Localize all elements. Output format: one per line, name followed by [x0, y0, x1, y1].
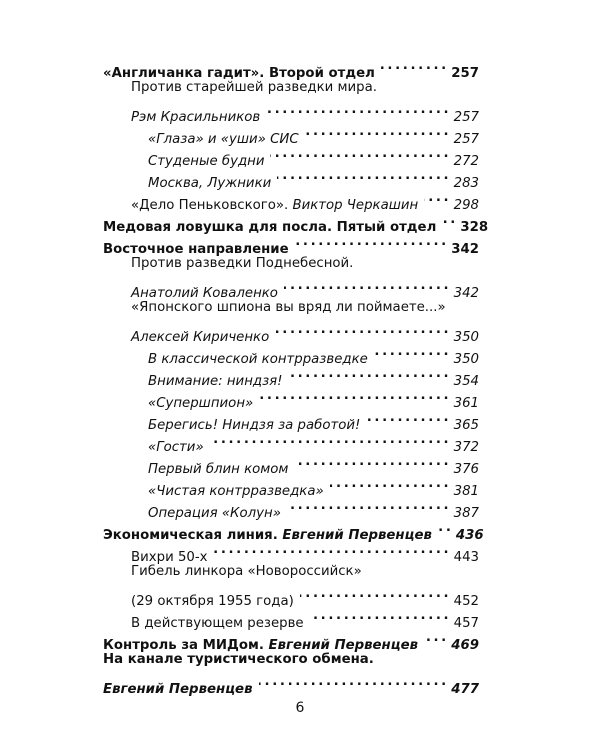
toc-page-number: 372	[453, 440, 479, 455]
toc-entry	[103, 671, 479, 697]
toc-entry	[103, 517, 484, 543]
toc-page-number: 365	[453, 418, 479, 433]
toc-entry-title: Медовая ловушка для посла. Пятый отдел	[103, 220, 437, 235]
toc-entry-title: Операция «Колун»	[148, 506, 281, 521]
toc-entry-title: Восточное направление	[103, 242, 289, 257]
toc-entry-title: Гибель линкора «Новороссийск»	[131, 564, 362, 579]
dot-leader	[277, 165, 447, 187]
toc-entry-title: Первый блин комом	[148, 462, 289, 477]
dot-leader	[442, 209, 454, 231]
toc-page-number: 298	[453, 198, 479, 213]
dot-leader	[330, 473, 448, 495]
toc-entry-title: Алексей Кириченко	[131, 330, 270, 345]
toc-entry-title: Анатолий Коваленко	[131, 286, 278, 301]
toc-entry-title: «Чистая контрразведка»	[148, 484, 324, 499]
dot-leader	[438, 517, 450, 539]
dot-leader	[366, 407, 447, 429]
toc-entry	[131, 187, 479, 213]
toc-entry	[148, 429, 479, 455]
dot-leader	[300, 583, 448, 605]
dot-leader	[288, 363, 447, 385]
toc-page-number: 350	[453, 352, 479, 367]
toc-entry	[131, 99, 479, 125]
toc-entry	[148, 341, 479, 367]
toc-entry	[103, 649, 479, 671]
dot-leader	[305, 121, 448, 143]
dot-leader	[424, 187, 447, 209]
toc-entry	[131, 561, 479, 583]
toc-page-number: 257	[451, 66, 479, 81]
dot-leader	[266, 99, 447, 121]
toc-entry	[131, 605, 479, 631]
toc-page-number: 350	[453, 330, 479, 345]
dot-leader	[259, 671, 446, 693]
toc-entry	[148, 143, 479, 169]
toc-entry	[131, 297, 479, 319]
toc-entry	[148, 385, 479, 411]
toc-entry-title: Внимание: ниндзя!	[148, 374, 283, 389]
toc-entry-title: «Японского шпиона вы вряд ли поймаете...»	[131, 300, 446, 315]
dot-leader	[424, 627, 445, 649]
toc-entry-title: Москва, Лужники	[148, 176, 272, 191]
toc-entry-title: Против разведки Поднебесной.	[131, 256, 354, 271]
toc-entry-title: «Гости»	[148, 440, 204, 455]
toc-page-number: 387	[453, 506, 479, 521]
toc-page-number: 342	[451, 242, 479, 257]
toc-page-number: 328	[460, 220, 489, 235]
dot-leader	[210, 429, 448, 451]
toc-page-number: 443	[453, 550, 479, 565]
toc-entry	[148, 451, 479, 477]
dot-leader	[310, 605, 448, 627]
dot-leader	[284, 275, 448, 297]
toc-entry	[103, 627, 479, 653]
toc-page-number: 272	[453, 154, 479, 169]
dot-leader	[381, 55, 445, 77]
toc-entry	[148, 363, 479, 389]
toc-page-number: 354	[453, 374, 479, 389]
toc-entry-title: Вихри 50-х	[131, 550, 208, 565]
toc-entry-title: Евгений Первенцев	[103, 682, 253, 697]
toc-entry-author: Евгений Первенцев	[268, 638, 419, 653]
toc-entry-text: Экономическая линия.	[103, 528, 283, 543]
toc-entry-text: Контроль за МИДом.	[103, 638, 269, 653]
toc-entry	[148, 473, 479, 499]
toc-entry-title: (29 октября 1955 года)	[131, 594, 294, 609]
toc-page-number: 452	[453, 594, 479, 609]
toc-entry	[131, 77, 479, 99]
dot-leader	[287, 495, 448, 517]
toc-page-number: 477	[451, 682, 479, 697]
toc-entry	[148, 407, 479, 433]
toc-entry-title: «Глаза» и «уши» СИС	[148, 132, 299, 147]
dot-leader	[374, 341, 448, 363]
toc-page-number: 436	[455, 528, 484, 543]
toc-page-number: 283	[453, 176, 479, 191]
toc-page-number: 361	[453, 396, 479, 411]
dot-leader	[214, 539, 448, 561]
toc-entry-title: В классической контрразведке	[148, 352, 368, 367]
toc-entry	[148, 121, 479, 147]
toc-entry	[131, 275, 479, 301]
toc-page-number: 257	[453, 110, 479, 125]
toc-entry-title: Рэм Красильников	[131, 110, 261, 125]
page-number: 6	[295, 700, 305, 716]
dot-leader	[294, 451, 447, 473]
toc-entry-title: Берегись! Ниндзя за работой!	[148, 418, 361, 433]
toc-entry	[131, 539, 479, 565]
toc-page-number: 469	[451, 638, 479, 653]
toc-page-number: 257	[453, 132, 479, 147]
toc-entry-author: Евгений Первенцев	[282, 528, 432, 543]
dot-leader	[295, 231, 446, 253]
toc-entry	[131, 253, 479, 275]
dot-leader	[259, 385, 447, 407]
toc-entry-title: Студеные будни	[148, 154, 265, 169]
toc-entry-title: «Супершпион»	[148, 396, 254, 411]
dot-leader	[275, 319, 447, 341]
toc-entry	[103, 231, 479, 257]
toc-entry	[103, 55, 479, 81]
toc-page-number: 342	[453, 286, 479, 301]
toc-entry	[131, 583, 479, 609]
toc-entry	[148, 495, 479, 521]
toc-entry	[131, 319, 479, 345]
toc-entry-author: Виктор Черкашин	[292, 198, 419, 213]
toc-entry-title: В действующем резерве	[131, 616, 304, 631]
toc-entry-text: «Дело Пеньковского».	[131, 198, 293, 213]
toc-entry	[103, 209, 489, 235]
toc-page-number: 381	[453, 484, 479, 499]
toc-entry	[148, 165, 479, 191]
toc-entry-title: Против старейшей разведки мира.	[131, 80, 377, 95]
toc-page-number: 457	[453, 616, 479, 631]
toc-page-number: 376	[453, 462, 479, 477]
toc-entry-title: На канале туристического обмена.	[103, 652, 374, 667]
toc-entry-title: «Англичанка гадит». Второй отдел	[103, 66, 375, 81]
dot-leader	[270, 143, 447, 165]
